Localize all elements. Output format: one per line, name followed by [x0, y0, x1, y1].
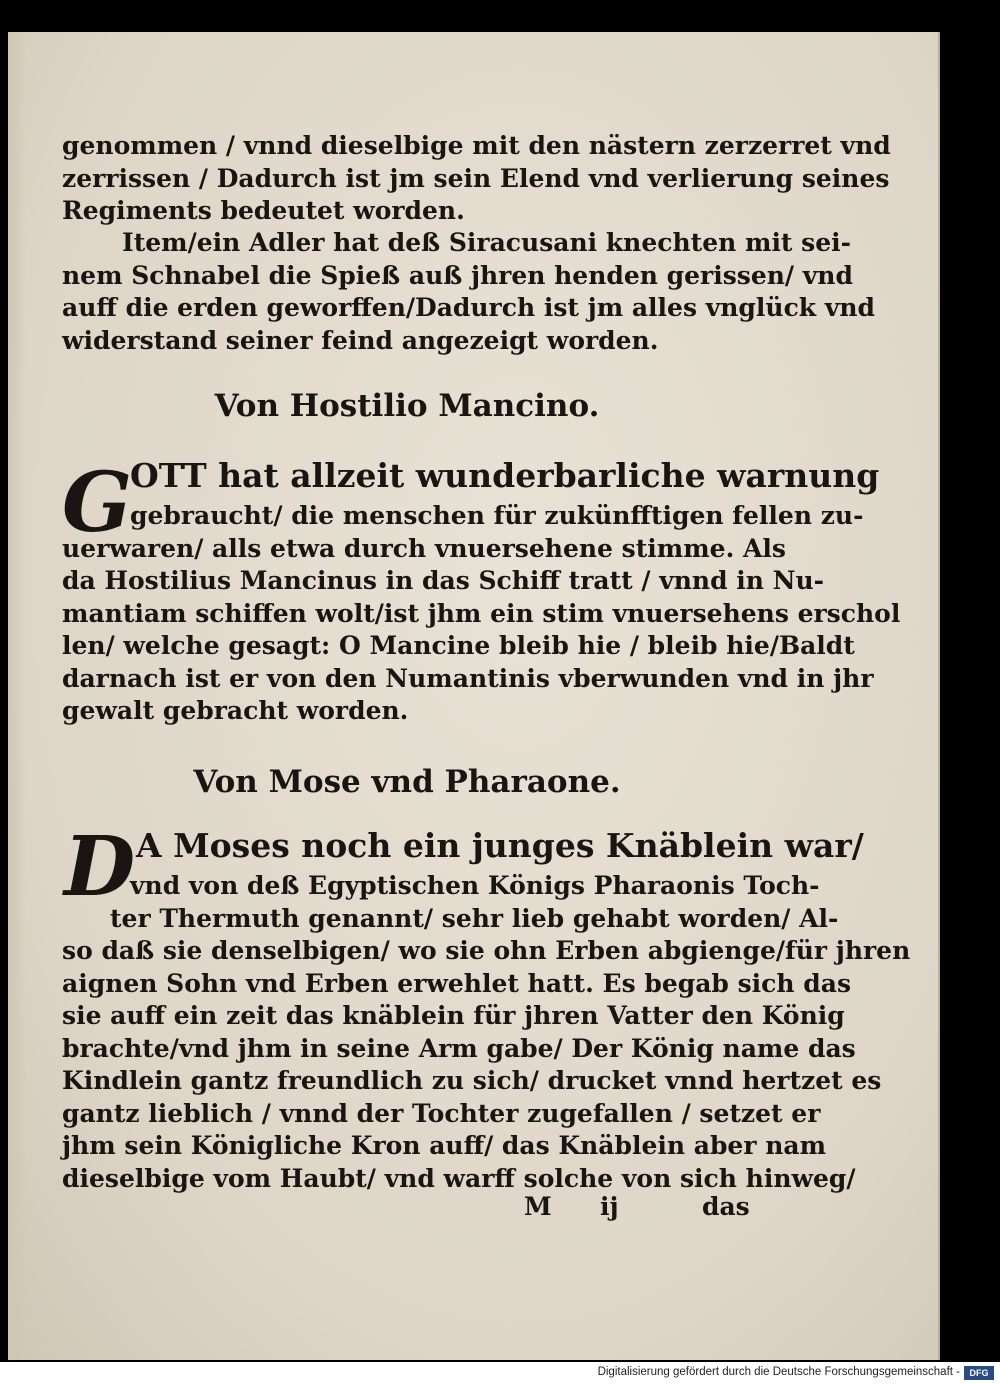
- page-gutter-shadow: [8, 32, 26, 1360]
- text-line: aignen Sohn vnd Erben erwehlet hatt. Es begab sich das: [62, 968, 852, 998]
- paragraph-1: [62, 130, 891, 228]
- section-heading-hostilius: Von Hostilio Mancino.: [214, 388, 600, 424]
- section-1-first-line: [130, 456, 880, 495]
- drop-cap-initial: D: [64, 819, 136, 915]
- text-line: Item/ein Adler hat deß Siracusani knechten mit sei-: [122, 228, 852, 257]
- text-line: da Hostilius Mancinus in das Schiff tratt / vnnd in Nu-: [62, 566, 825, 595]
- signature-mark: M: [524, 1192, 552, 1221]
- text-line: gebraucht/ die menschen für zukünfftigen fellen zu-: [130, 501, 864, 530]
- text-line: OTT hat allzeit wunderbarliche warnung: [130, 456, 880, 495]
- text-line: jhm sein Königliche Kron auff/ das Knäblein aber nam: [62, 1131, 827, 1160]
- section-2-body: [62, 870, 911, 1195]
- section-1-body: [62, 500, 901, 728]
- text-line: brachte/vnd jhm in seine Arm gabe/ Der König name das: [62, 1033, 856, 1063]
- credit-bar: [0, 1362, 1000, 1384]
- paragraph-2: [62, 227, 876, 357]
- text-line: gantz lieblich / vnnd der Tochter zugefallen / setzet er: [62, 1098, 821, 1128]
- text-line: sie auff ein zeit das knäblein für jhren Vatter den König: [62, 1001, 845, 1030]
- text-line: uerwaren/ alls etwa durch vnuersehene stimme. Als: [62, 533, 786, 563]
- text-line: ter Thermuth genannt/ sehr lieb gehabt worden/ Al-: [110, 903, 839, 933]
- text-line: genommen / vnnd dieselbige mit den nästern zerzerret vnd: [62, 131, 891, 160]
- text-line: vnd von deß Egyptischen Königs Pharaonis Toch-: [130, 871, 820, 900]
- text-line: darnach ist er von den Numantinis vberwunden vnd in jhr: [62, 663, 874, 693]
- text-line: so daß sie denselbigen/ wo sie ohn Erben abgienge/für jhren: [62, 936, 911, 965]
- drop-cap-initial: G: [62, 455, 133, 551]
- text-line: widerstand seiner feind angezeigt worden.: [62, 325, 659, 355]
- dfg-logo: DFG: [964, 1366, 994, 1380]
- text-line: len/ welche gesagt: O Mancine bleib hie / bleib hie/Baldt: [62, 631, 855, 660]
- credit-text: Digitalisierung gefördert durch die Deutsche Forschungsgemeinschaft -: [597, 1366, 960, 1378]
- text-line: nem Schnabel die Spieß auß jhren henden gerissen/ vnd: [62, 260, 853, 290]
- text-line: A Moses noch ein junges Knäblein war/: [136, 826, 864, 865]
- text-line: gewalt gebracht worden.: [62, 696, 409, 725]
- section-heading-moses: Von Mose vnd Pharaone.: [193, 764, 621, 800]
- text-line: Regiments bedeutet worden.: [62, 196, 465, 225]
- signature-number: ij: [600, 1192, 619, 1221]
- text-line: dieselbige vom Haubt/ vnd warff solche von sich hinweg/: [62, 1163, 856, 1193]
- text-line: Kindlein gantz freundlich zu sich/ drucket vnnd hertzet es: [62, 1066, 882, 1095]
- text-line: mantiam schiffen wolt/ist jhm ein stim vnuersehens erschol: [62, 598, 901, 628]
- text-line: zerrissen / Dadurch ist jm sein Elend vnd verlierung seines: [62, 163, 890, 193]
- section-2-first-line: [136, 826, 864, 865]
- text-line: auff die erden geworffen/Dadurch ist jm alles vnglück vnd: [62, 293, 876, 322]
- catchword: das: [702, 1192, 750, 1221]
